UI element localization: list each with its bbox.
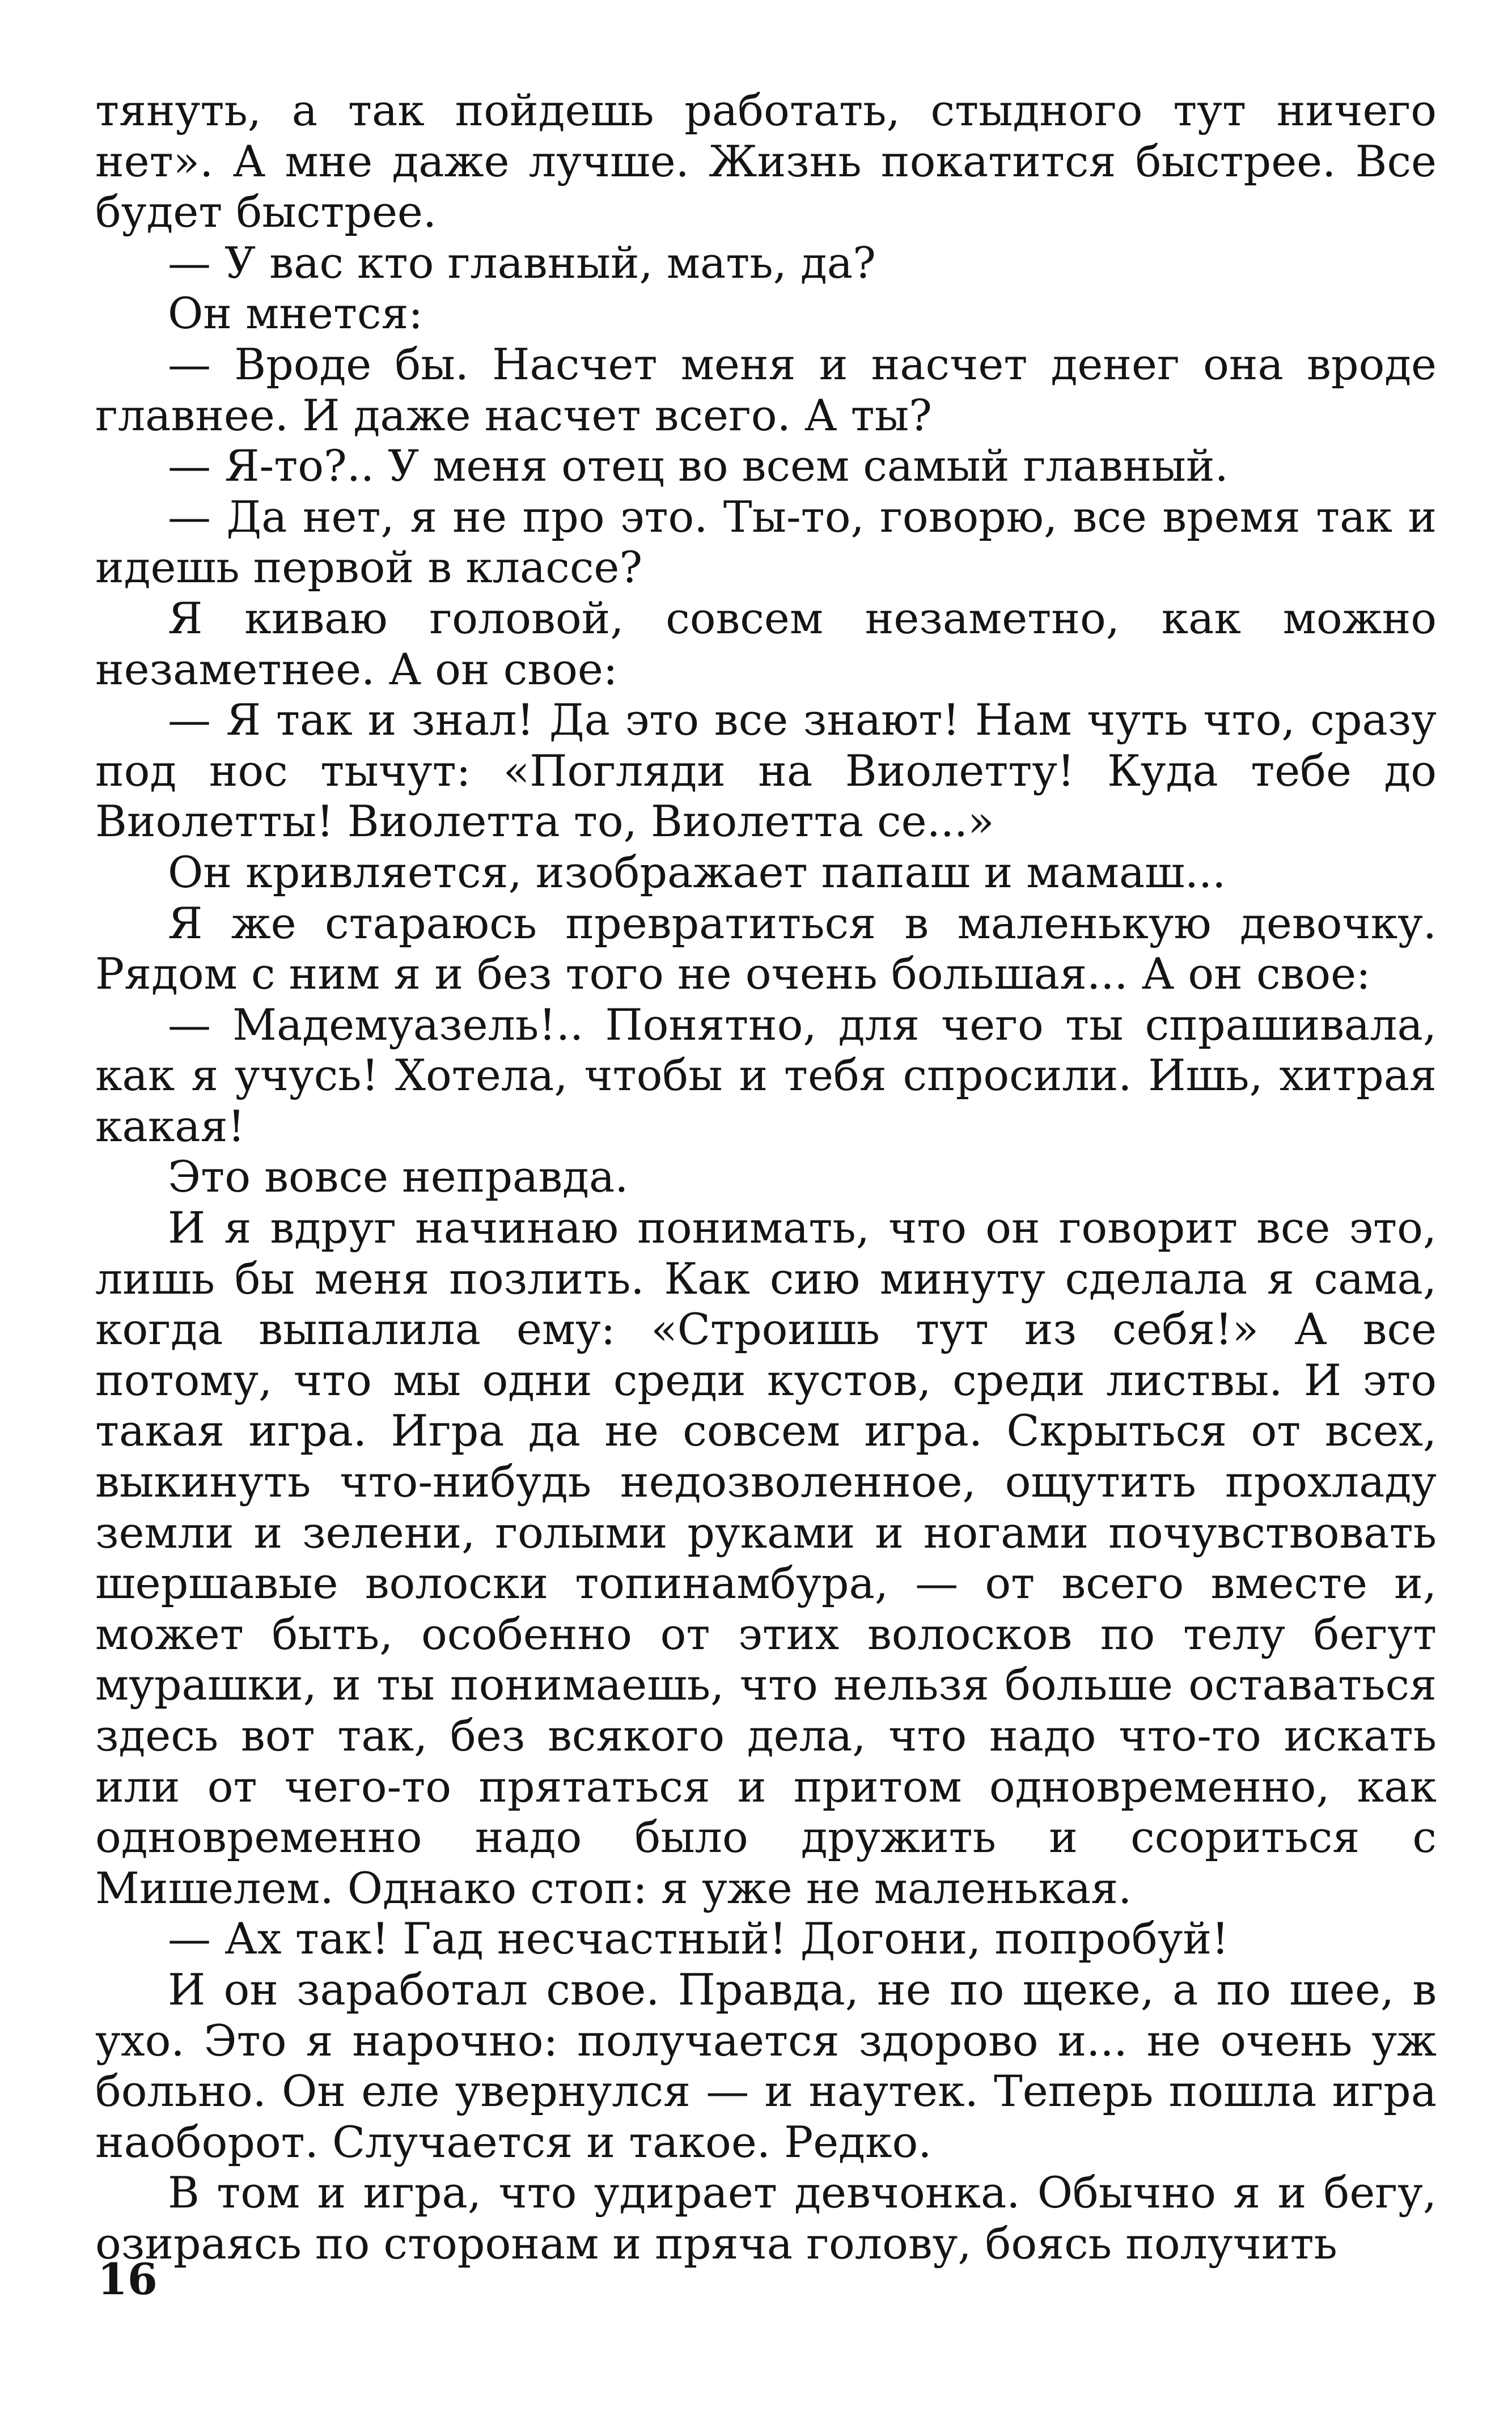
- paragraph: Он мнется:: [168, 288, 423, 339]
- paragraph: И я вдруг начинаю понимать, что он говорит все это, лишь бы меня позлить. Как сию минуту сделала я сама, когда выпалила ему: «Строишь тут из себя!» А все потому, что мы одни среди кустов, среди листвы. И это такая игра. Игра да не совсем игра. Скрыться от всех, выкинуть что-нибудь недозволенное, ощутить прохладу земли и зелени, голыми руками и ногами почувствовать шершавые волоски топинамбура, — от всего вместе и, может быть, особенно от этих волосков по телу бегут мурашки, и ты понимаешь, что нельзя больше оставаться здесь вот так, без всякого дела, что надо что-то искать или от чего-то прятаться и притом одновременно, как одновременно надо было дружить и ссориться с Мишелем. Однако стоп: я уже не маленькая.: [95, 1202, 1437, 1913]
- paragraph: Он кривляется, изображает папаш и мамаш...: [168, 846, 1226, 897]
- paragraph: — Ах так! Гад несчастный! Догони, попробуй!: [168, 1913, 1229, 1964]
- paragraph: — Вроде бы. Насчет меня и насчет денег она вроде главнее. И даже насчет всего. А ты?: [95, 338, 1437, 440]
- book-page-text: [95, 85, 1437, 2269]
- paragraph: — Я так и знал! Да это все знают! Нам чуть что, сразу под нос тычут: «Погляди на Виолетту! Куда тебе до Виолетты! Виолетта то, Виолетта се...»: [95, 694, 1437, 847]
- paragraph: Я же стараюсь превратиться в маленькую девочку. Рядом с ним я и без того не очень большая... А он свое:: [95, 897, 1437, 999]
- page-number: 16: [98, 2254, 158, 2304]
- paragraph: тянуть, а так пойдешь работать, стыдного тут ничего нет». А мне даже лучше. Жизнь покатится быстрее. Все будет быстрее.: [95, 85, 1437, 238]
- paragraph: В том и игра, что удирает девчонка. Обычно я и бегу, озираясь по сторонам и пряча голову, боясь получить: [95, 2167, 1437, 2269]
- paragraph: — Я-то?.. У меня отец во всем самый главный.: [168, 440, 1229, 491]
- paragraph: — Да нет, я не про это. Ты-то, говорю, все время так и идешь первой в классе?: [95, 491, 1437, 593]
- paragraph: — У вас кто главный, мать, да?: [168, 237, 876, 288]
- paragraph: Я киваю головой, совсем незаметно, как можно незаметнее. А он свое:: [95, 592, 1437, 694]
- paragraph: Это вовсе неправда.: [168, 1151, 629, 1202]
- paragraph: И он заработал свое. Правда, не по щеке, а по шее, в ухо. Это я нарочно: получается здорово и... не очень уж больно. Он еле увернулся — и наутек. Теперь пошла игра наоборот. Случается и такое. Редко.: [95, 1964, 1437, 2167]
- paragraph: — Мадемуазель!.. Понятно, для чего ты спрашивала, как я учусь! Хотела, чтобы и тебя спросили. Ишь, хитрая какая!: [95, 999, 1437, 1151]
